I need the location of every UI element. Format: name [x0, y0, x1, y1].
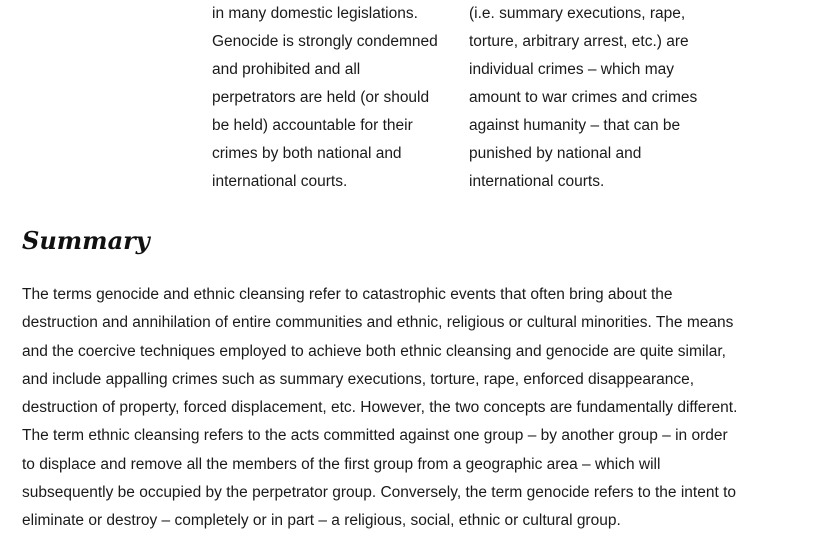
cell-text-line: international courts. — [212, 173, 348, 190]
cell-text-line: amount to war crimes and crimes — [469, 89, 698, 106]
cell-text-line: perpetrators are held (or should — [212, 89, 430, 106]
paragraph-line: and the coercive techniques employed to achieve both ethnic cleansing and genocide are quite similar, — [22, 342, 726, 360]
cell-text-line: punished by national and — [469, 145, 642, 162]
paragraph-line: to displace and remove all the members of the first group from a geographic area – which will — [22, 455, 661, 473]
cell-text-line: crimes by both national and — [212, 145, 402, 162]
cell-text-line: international courts. — [469, 173, 605, 190]
cell-text-line: and prohibited and all — [212, 61, 361, 78]
cell-text-line: torture, arbitrary arrest, etc.) are — [469, 33, 689, 50]
cell-text-line: Genocide is strongly condemned — [212, 33, 438, 50]
summary-paragraph — [22, 281, 812, 536]
summary-heading: Summary — [22, 226, 150, 255]
paragraph-line: The term ethnic cleansing refers to the acts committed against one group – by another group – in order — [22, 427, 728, 445]
paragraph-line: and include appalling crimes such as summary executions, torture, rape, enforced disappearance, — [22, 370, 695, 388]
cell-text-line: (i.e. summary executions, rape, — [469, 5, 686, 22]
ethnic-cleansing-table-cell — [469, 0, 739, 196]
paragraph-line: destruction of property, forced displacement, etc. However, the two concepts are fundamentally different. — [22, 399, 738, 417]
paragraph-line: destruction and annihilation of entire communities and ethnic, religious or cultural minorities. The means — [22, 314, 734, 332]
cell-text-line: against humanity – that can be — [469, 117, 681, 134]
paragraph-line: The terms genocide and ethnic cleansing refer to catastrophic events that often bring about the — [22, 286, 673, 303]
cell-text-line: individual crimes – which may — [469, 61, 675, 78]
paragraph-line: subsequently be occupied by the perpetrator group. Conversely, the term genocide refers to the intent to — [22, 484, 736, 502]
cell-text-line: be held) accountable for their — [212, 117, 413, 134]
paragraph-line: eliminate or destroy – completely or in part – a religious, social, ethnic or cultural group. — [22, 512, 621, 530]
genocide-table-cell — [212, 0, 468, 196]
cell-text-line: in many domestic legislations. — [212, 5, 418, 22]
